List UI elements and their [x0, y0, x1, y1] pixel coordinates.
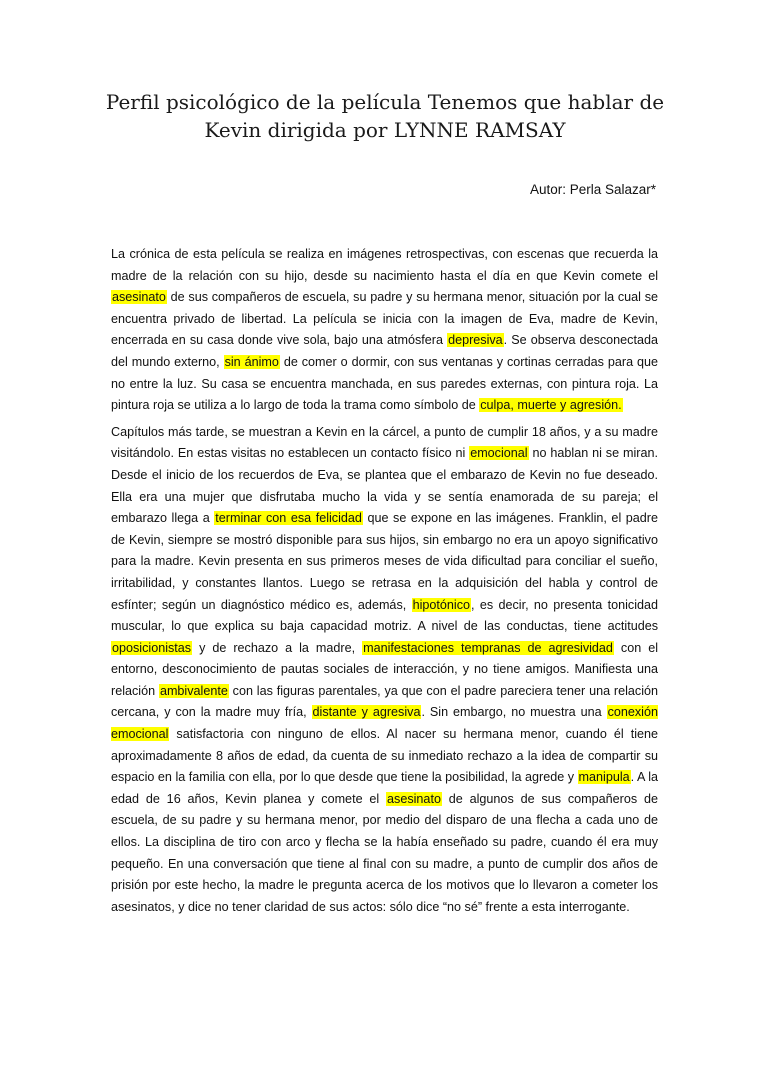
highlighted-text: manifestaciones tempranas de agresividad	[363, 640, 613, 655]
highlighted-text: asesinato	[387, 791, 441, 806]
highlighted-text: distante y agresiva	[312, 705, 421, 720]
body-paragraph	[111, 422, 658, 919]
text-run: . Sin embargo, no muestra una	[421, 705, 607, 720]
highlighted-text: manipula	[578, 770, 630, 785]
highlighted-text: depresiva	[448, 333, 503, 348]
highlighted-text: conexión emocional	[111, 705, 658, 742]
text-run: con las figuras parentales, ya que con el padre pareciera tener una relación cercana, y con la madre muy fría,	[111, 683, 659, 720]
text-run: . A la edad de 16 años, Kevin planea y comete el	[111, 770, 658, 806]
highlighted-text: terminar con esa felicidad	[215, 511, 362, 526]
text-run: . Se observa desconectada del mundo externo,	[111, 333, 658, 369]
text-run: con el entorno, desconocimiento de pautas sociales de interacción, y no tiene amigos. Manifiesta una relación	[111, 640, 659, 698]
text-run: de comer o dormir, con sus ventanas y cortinas cerradas para que no entre la luz. Su casa se encuentra manchada, en sus paredes externas, con pintura roja. La pintura roja se utiliza a lo largo de toda la trama como símbolo de	[111, 354, 659, 413]
text-run: y de rechazo a la madre,	[192, 640, 363, 655]
highlighted-text: sin ánimo	[224, 354, 279, 369]
highlighted-text: ambivalente	[159, 683, 228, 698]
text-run: , es decir, no presenta tonicidad muscular, lo que explica su baja capacidad motriz. A nivel de las conductas, tiene actitudes	[111, 597, 658, 634]
document-author: Autor: Perla Salazar*	[529, 182, 656, 197]
highlighted-text: asesinato	[112, 290, 166, 305]
document-body	[111, 244, 658, 923]
body-paragraph	[111, 244, 658, 417]
highlighted-text: culpa, muerte y agresión.	[480, 398, 622, 413]
text-run: satisfactoria con ninguno de ellos. Al nacer su hermana menor, cuando él tiene aproximadamente 8 años de edad, da cuenta de su inmediato rechazo a la idea de compartir su espacio en la familia con ella, por lo que desde que tiene la posibilidad, la agrede y	[111, 727, 658, 785]
document-title: Perfil psicológico de la película Tenemos que hablar de Kevin dirigida por LYNNE RAMSAY	[105, 90, 665, 142]
text-run: de sus compañeros de escuela, su padre y su hermana menor, situación por la cual se encuentra privado de libertad. La película se inicia con la imagen de Eva, madre de Kevin, encerrada en su casa donde vive sola, bajo una atmósfera	[111, 290, 658, 348]
highlighted-text: emocional	[470, 446, 528, 461]
text-run: La crónica de esta película se realiza en imágenes retrospectivas, con escenas que recuerda la madre de la relación con su hijo, desde su nacimiento hasta el día en que Kevin comete el	[111, 247, 658, 283]
text-run: Capítulos más tarde, se muestran a Kevin en la cárcel, a punto de cumplir 18 años, y a su madre visitándolo. En estas visitas no establecen un contacto físico ni	[111, 424, 658, 461]
text-run: no hablan ni se miran. Desde el inicio de los recuerdos de Eva, se plantea que el embarazo de Kevin no fue deseado. Ella era una mujer que disfrutaba mucho la vida y se sentía enamorada de su pareja; el embarazo llega a	[111, 446, 658, 526]
text-run: que se expone en las imágenes. Franklin, el padre de Kevin, siempre se mostró disponible para sus hijos, sin embargo no era un apoyo significativo para la madre. Kevin presenta en sus primeros meses de vida dificultad para conciliar el sueño, irritabilidad, y constantes llantos. Luego se retrasa en la adquisición del habla y control de esfínter; según un diagnóstico médico es, además,	[111, 511, 658, 612]
highlighted-text: hipotónico	[412, 597, 470, 612]
highlighted-text: oposicionistas	[112, 640, 192, 655]
text-run: de algunos de sus compañeros de escuela, de su padre y su hermana menor, por medio del disparo de una flecha a cada uno de ellos. La disciplina de tiro con arco y flecha se la había enseñado su padre, cuando él era muy pequeño. En una conversación que tiene al final con su madre, a punto de cumplir dos años de prisión por este hecho, la madre le pregunta acerca de los motivos que lo llevaron a cometer los asesinatos, y dice no tener claridad de sus actos: sólo dice “no sé” frente a esta interrogante.	[111, 791, 658, 914]
